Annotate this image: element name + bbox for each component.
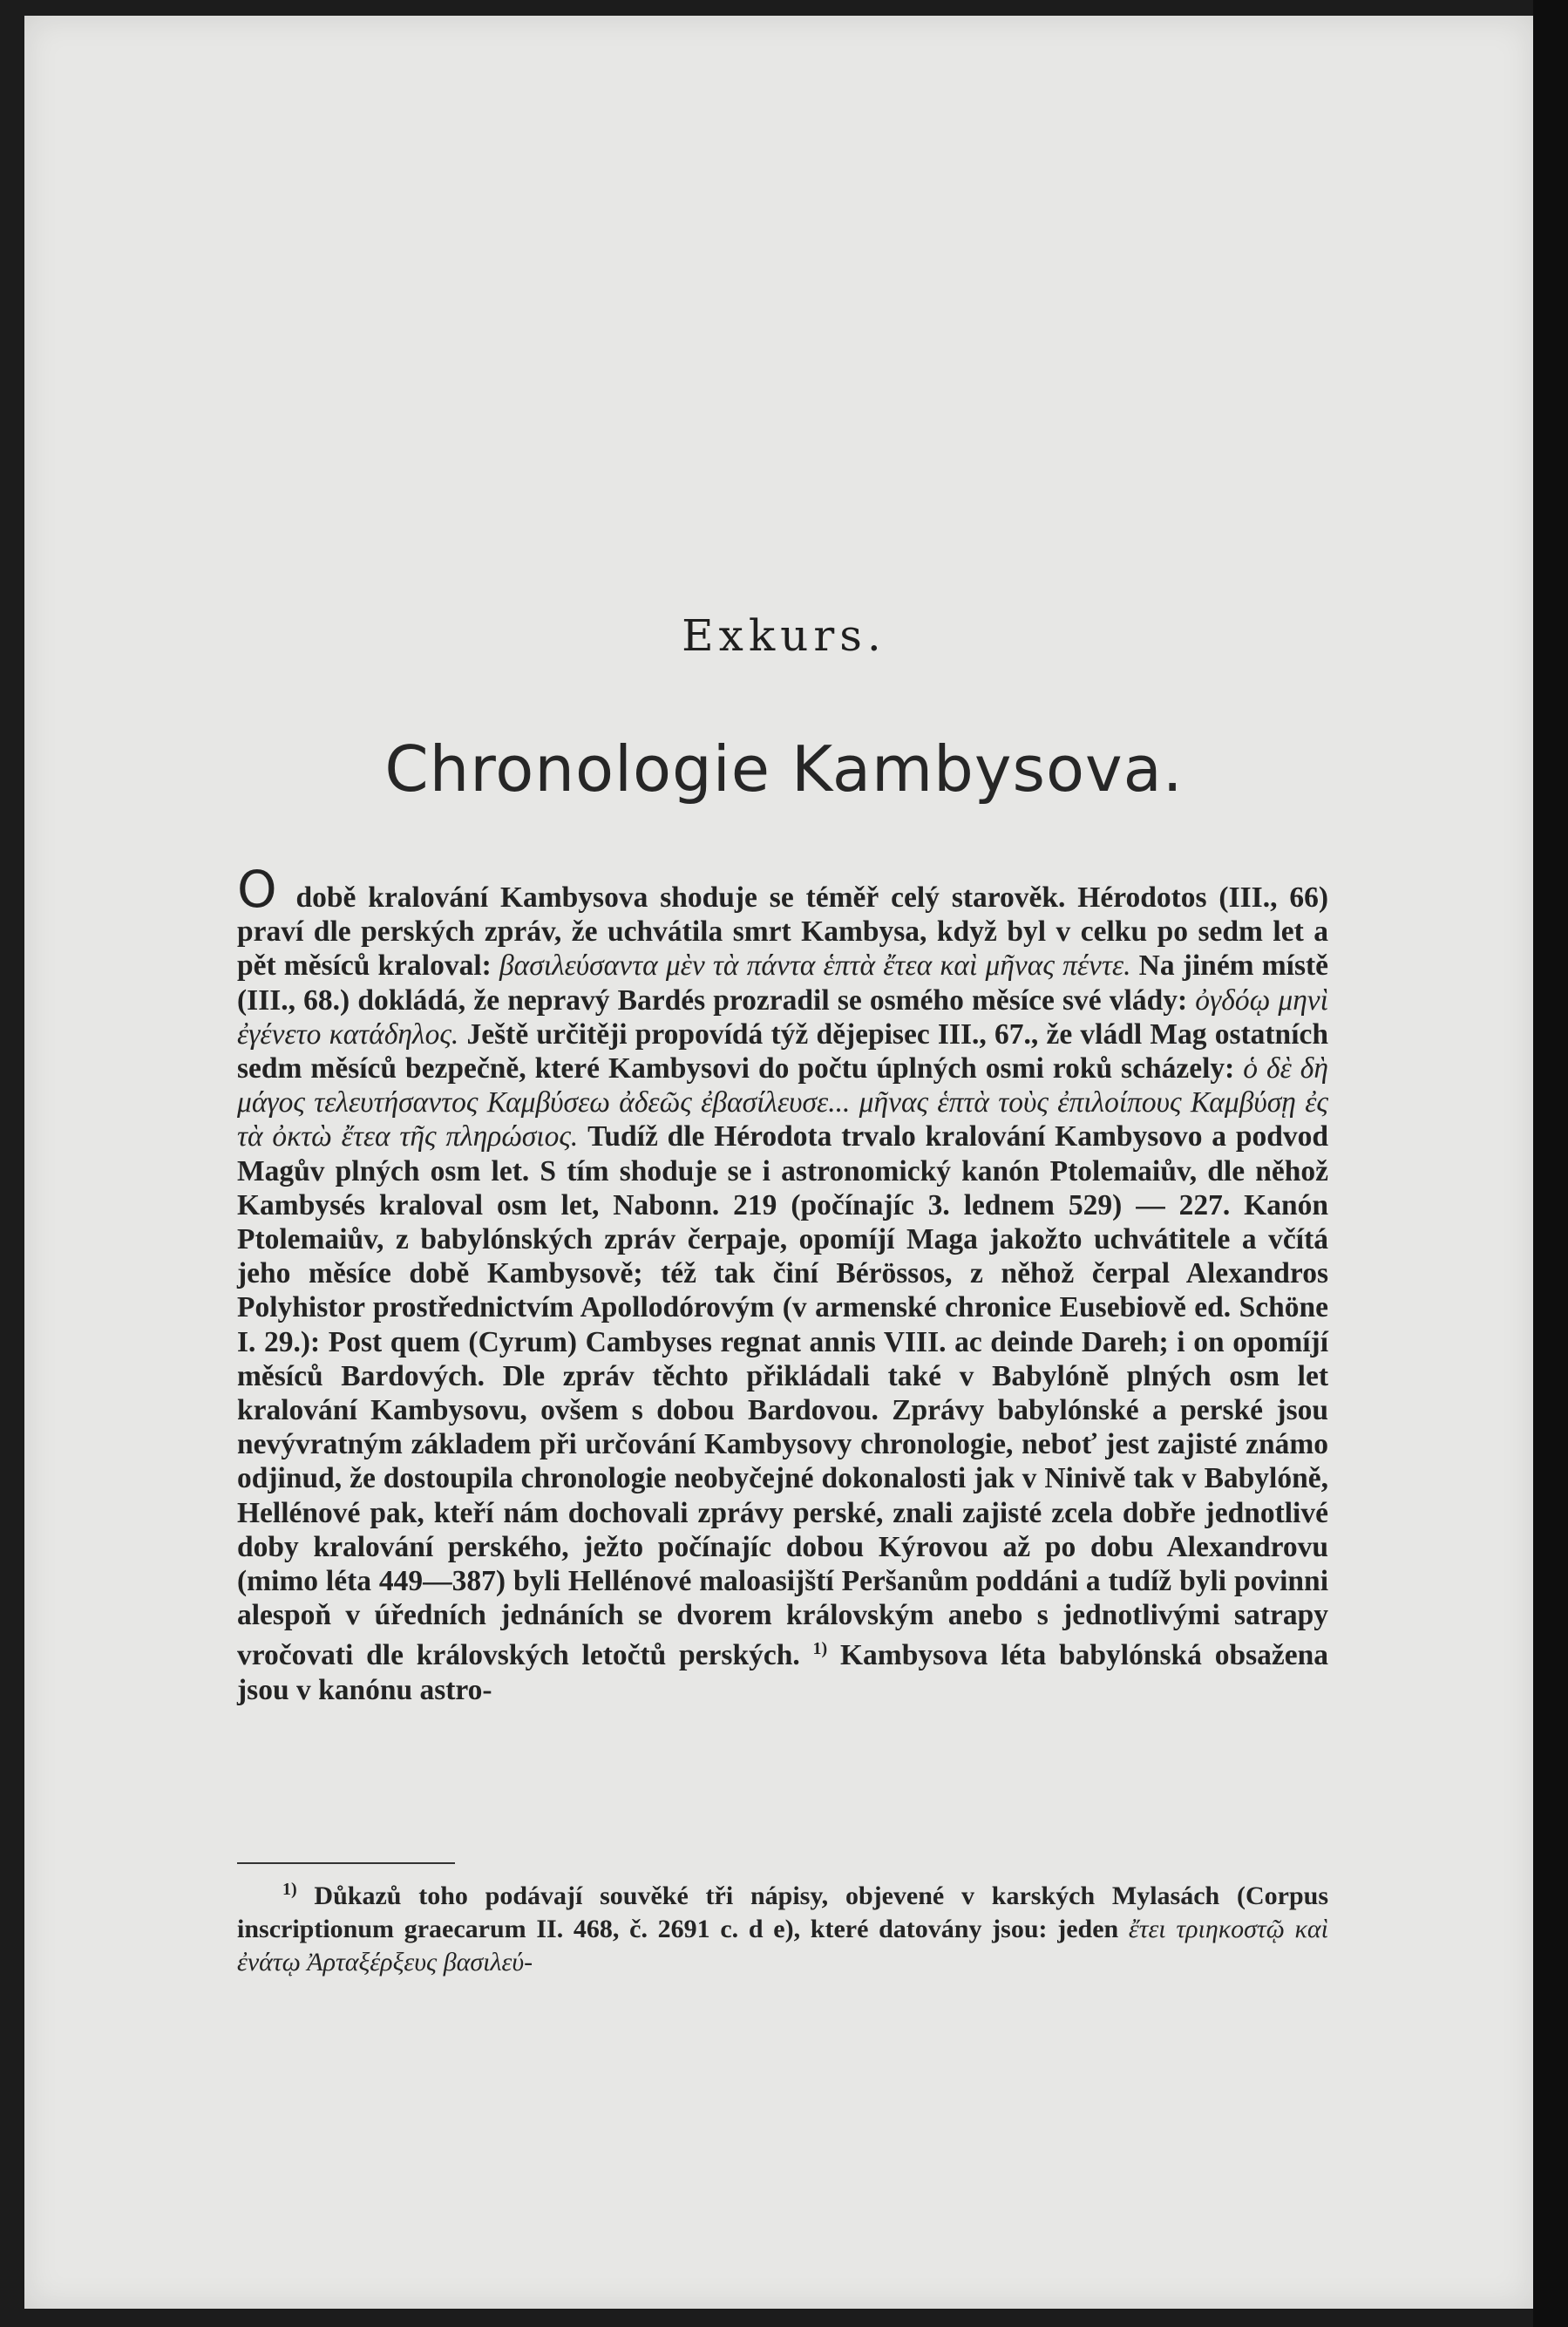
scan-edge	[1533, 0, 1568, 2327]
paragraph-text-3: Ještě určitěji propovídá týž dějepisec III., 67., že vládl Mag ostatních sedm měsíců bezpečně, které Kambysovi do počtu úplných osmi roků scházely:	[237, 1017, 1328, 1085]
greek-quote-3: ὁ δὲ δὴ μάγος τελευτήσαντος Καμβύσεω ἀδεῶς ἐβασίλευσε... μῆνας ἑπτὰ τοὺς ἐπιλοίπους Καμβύσῃ ἐς τὰ ὀκτὼ ἔτεα τῆς πληρώσιος.	[237, 1052, 1328, 1153]
footnote-greek: ἔτει τριηκοστῷ καὶ ἐνάτῳ Ἀρταξέρξευς βασιλεύ-	[237, 1915, 1328, 1977]
paragraph-text-5: Kambysova léta babylónská obsažena jsou v kanónu astro-	[237, 1639, 1328, 1706]
greek-quote-1: βασιλεύσαντα μὲν τὰ πάντα ἑπτὰ ἔτεα καὶ μῆνας πέντε.	[499, 949, 1131, 983]
main-paragraph	[237, 860, 1329, 1707]
paragraph-text-4: Tudíž dle Hérodota trvalo kralování Kambysovo a podvod Magův plných osm let. S tím shoduje se i astronomický kanón Ptolemaiův, dle něhož Kambysés kraloval osm let, Nabonn. 219 (počínajíc 3. lednem 529) — 227. Kanón Ptolemaiův, z babylónských zpráv čerpaje, opomíjí Maga jakožto uchvátitele a včítá jeho měsíce době Kambysově; též tak činí Bérössos, z něhož čerpal Alexandros Polyhistor prostřednictvím Apollodórovým (v armenské chronice Eusebiově ed. Schöne I. 29.): Post quem (Cyrum) Cambyses regnat annis VIII. ac deinde Dareh; i on opomíjí měsíců Bardových. Dle zpráv těchto přikládali také v Babylóně plných osm let kralování Kambysovu, ovšem s dobou Bardovou. Zprávy babylónské a perské jsou nevývratným základem při určování Kambysovy chronologie, neboť jest zajisté známo odjinud, že dostoupila chronologie neobyčejné dokonalosti jak v Ninivě tak v Babylóně, Hellénové pak, kteří nám dochovali zprávy perské, znali zajisté zcela dobře jednotlivé doby kralování perského, ježto počínajíc dobou Kýrovou až po dobu Alexandrovu (mimo léta 449—387) byli Hellénové maloasijští Peršanům poddáni a tudíž byli povinni alespoň v úředních jednáních se dvorem královským anebo s jednotlivými satrapy vročovati dle královských letočtů perských.	[237, 1120, 1328, 1672]
page-title: Chronologie Kambysova.	[384, 732, 1184, 806]
paragraph-text-2: Na jiném místě (III., 68.) dokládá, že nepravý Bardés prozradil se osmého měsíce své vlády:	[237, 949, 1329, 1017]
footnote-divider	[237, 1862, 455, 1864]
footnote-text: Důkazů toho podávají souvěké tři nápisy, objevené v karských Mylasách (Corpus inscriptionum graecarum II. 468, č. 2691 c. d e), které datovány jsou: jeden	[237, 1881, 1328, 1943]
greek-quote-2: ὀγδόῳ μηνὶ ἐγένετο κατάδηλος.	[237, 983, 1328, 1051]
section-label: Exkurs.	[682, 610, 886, 661]
footnote-reference: 1)	[812, 1639, 828, 1659]
drop-cap: O	[237, 860, 277, 919]
footnote	[237, 1873, 1328, 1979]
paragraph-text-1: době kralování Kambysova shoduje se téměř celý starověk. Hérodotos (III., 66) praví dle perských zpráv, že uchvátila smrt Kambysa, když byl v celku po sedm let a pět měsíců kraloval:	[237, 881, 1328, 983]
footnote-mark: 1)	[282, 1880, 297, 1899]
